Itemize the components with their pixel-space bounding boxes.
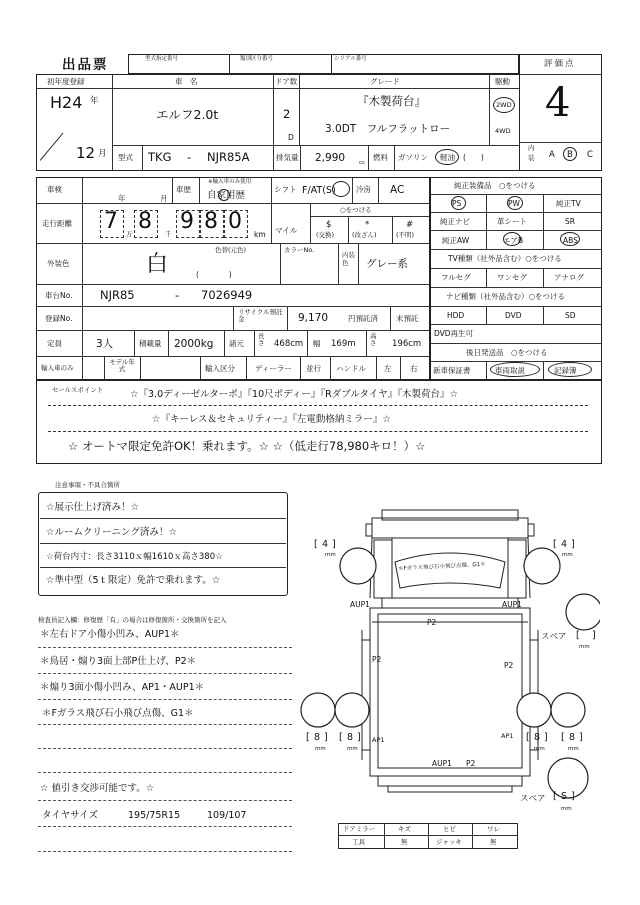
tire-fr-mm: mm — [562, 552, 573, 558]
recycle-label: リサイクル預託金 — [238, 308, 283, 324]
spare-1-label: スペア — [541, 632, 567, 642]
recycle-status: 未預託 — [396, 314, 419, 323]
legend-jack-value: 無 — [490, 838, 497, 846]
inspector-item-3: ＊煽り3面小傷小凹み、AP1・AUP1＊ — [40, 682, 205, 693]
tire-rr2-mm: mm — [568, 746, 579, 752]
tv-title: TV種類（社外品含む）○をつける — [448, 254, 562, 263]
chassis-prefix: NJR85 — [100, 288, 135, 302]
navi-sd: SD — [565, 311, 576, 320]
fuel-label: 燃料 — [373, 153, 388, 162]
later-manual: 車両取説 — [495, 366, 525, 375]
interior-grade-b: B — [567, 150, 573, 160]
tv-analog: アナログ — [554, 273, 584, 282]
equip-navi: 純正ナビ — [440, 217, 470, 226]
color-orig-paren: ( ) — [196, 270, 232, 279]
sales-points-line-3: ☆ オートマ限定免許OK！乗れます。☆ ☆（低走行78,980キロ！）☆ — [68, 439, 426, 453]
equip-tv: 純正TV — [556, 199, 581, 208]
ac-value: AC — [390, 184, 405, 196]
doors-label: ドア数 — [275, 77, 298, 86]
type-dash: - — [187, 150, 192, 164]
dmg-p2-left: P2 — [372, 655, 382, 664]
legend-header-crack: ヒビ — [443, 825, 456, 833]
tire-fr-value: 4 — [561, 539, 568, 550]
sales-points-label: セールスポイント — [52, 386, 104, 394]
reg-label: 登録No. — [45, 314, 73, 323]
mark-note: ○をつける — [340, 206, 372, 214]
unknown-mark: # — [406, 220, 414, 230]
mileage-label: 走行距離 — [42, 219, 72, 228]
grade-line-2: 3.0DT フルフラットロー — [325, 123, 451, 135]
shift-value: F/AT(S) — [302, 185, 336, 196]
score-value: 4 — [545, 80, 571, 126]
equip-abs: ABS — [563, 236, 578, 245]
note-item-1: ☆展示仕上げ済み！☆ — [46, 502, 140, 513]
import-parallel: 並行 — [306, 364, 321, 373]
mileage-digit-1: 7 — [104, 209, 118, 234]
shaken-month-unit: 月 — [160, 194, 168, 203]
first-reg-month-unit: 月 — [98, 149, 107, 159]
shift-label: シフト — [274, 185, 297, 194]
equip-leather: 革シート — [497, 217, 527, 226]
dmg-p2-top: P2 — [427, 618, 437, 627]
drive-label: 駆動 — [495, 77, 510, 86]
drive-2wd: 2WD — [496, 101, 512, 109]
spare-2-bracket-close: ] — [571, 791, 575, 802]
history-label: 車歴 — [176, 185, 191, 194]
tire-rr2-value: 8 — [569, 732, 576, 743]
legend-tools: 工具 — [352, 838, 365, 846]
mileage-km: km — [254, 230, 266, 239]
equipment-title: 純正装備品 ○をつける — [454, 181, 536, 190]
mileage-digit-2: 8 — [138, 209, 152, 234]
form-title: 出品票 — [62, 57, 109, 73]
tire-fr-bracket-close: ] — [571, 539, 575, 550]
mileage-digit-4: 8 — [204, 209, 218, 234]
dmg-ap1-left: AP1 — [372, 736, 385, 744]
shift-circle — [332, 181, 350, 197]
inspector-item-4: ＊Fガラス飛び石小飛び点傷、G1＊ — [42, 708, 194, 719]
tire-rr1-bracket-close: ] — [544, 732, 548, 743]
width-label: 幅 — [313, 339, 321, 348]
spare-2-mm: mm — [561, 806, 572, 812]
first-reg-month: 12 — [76, 144, 96, 162]
load-value: 2000kg — [174, 338, 214, 350]
type-prefix: TKG — [148, 150, 172, 164]
import-class-label: 輸入区分 — [205, 364, 235, 373]
height-label: 高さ — [370, 332, 377, 348]
legend-jack: ジャッキ — [436, 838, 462, 846]
tire-rr1-mm: mm — [534, 746, 545, 752]
color-no-label: カラーNo. — [284, 246, 315, 254]
import-dealer: ディーラー — [255, 364, 292, 373]
tire-rl1-value: 8 — [314, 732, 321, 743]
fuel-diesel: 軽油 — [440, 153, 455, 162]
chassis-dash: - — [175, 288, 180, 302]
navi-title: ナビ種類（社外品含む）○をつける — [446, 292, 566, 301]
chassis-no: 7026949 — [201, 288, 253, 302]
import-label: 輸入車のみ — [41, 364, 74, 372]
interior-grade-a: A — [549, 150, 555, 160]
color-label: 外装色 — [47, 259, 70, 268]
legend-tools-value: 無 — [401, 838, 408, 846]
tire-rr2-bracket: [ — [561, 732, 565, 743]
exchange-sub: (交換) — [316, 231, 335, 239]
drive-4wd: 4WD — [495, 127, 511, 135]
later-title: 後日発送品 ○をつける — [466, 348, 548, 357]
dmg-p2-right: P2 — [504, 661, 514, 670]
diagram-glass-note: ＊Fガラス飛び石小飛び点傷、G1＊ — [397, 561, 486, 573]
dmg-aup1-right: AUP1 — [502, 600, 522, 609]
spare-2-bracket: [ — [553, 791, 557, 802]
note-item-3: ☆荷台内寸：長さ3110ｘ幅1610ｘ高さ380☆ — [46, 552, 223, 562]
equip-aw: 純正AW — [442, 236, 470, 245]
tire-rl2-bracket: [ — [339, 732, 343, 743]
color-orig-label: 色替(元色) — [215, 246, 247, 254]
legend-header-break: ワレ — [487, 825, 500, 833]
later-records: 記録簿 — [554, 366, 577, 375]
spare-2-label: スペア — [520, 794, 546, 804]
spare-1-bracket: [ — [576, 630, 580, 641]
legend-header-scratch: キズ — [398, 825, 411, 833]
tire-fl-mm: mm — [325, 552, 336, 558]
history-note: ※輸入車のみ使用 — [208, 179, 252, 185]
katashiki-label: 型式指定番号 — [145, 56, 179, 62]
interior-grade-c: C — [587, 150, 593, 160]
tire-rl2-mm: mm — [347, 746, 358, 752]
displacement-label: 排気量 — [276, 153, 299, 162]
type-code: NJR85A — [207, 150, 250, 164]
note-item-2: ☆ルームクリーニング済み！☆ — [46, 527, 177, 538]
type-label: 型式 — [118, 153, 133, 162]
shaken-label: 車検 — [47, 185, 62, 194]
dmg-ap1-right: AP1 — [501, 732, 514, 740]
interior-color-label: 内装色 — [342, 251, 355, 267]
doors-value: 2 — [283, 107, 291, 121]
tire-fr-bracket: [ — [553, 539, 557, 550]
handle-right: 右 — [410, 364, 418, 373]
tire-rl1-bracket: [ — [306, 732, 310, 743]
tv-fullseg: フルセグ — [441, 273, 471, 282]
fuel-paren: ( ) — [463, 153, 484, 162]
mile-label: マイル — [275, 226, 298, 235]
inspector-label: 検査員記入欄：修復歴「有」の場合は修復箇所・交換箇所を記入 — [38, 616, 227, 624]
handle-left: 左 — [384, 364, 392, 373]
length-label: 長さ — [258, 332, 265, 348]
tire-rr2-bracket-close: ] — [579, 732, 583, 743]
height-value: 196cm — [392, 339, 422, 349]
tire-rl2-bracket-close: ] — [357, 732, 361, 743]
interior-label-2: 装 — [528, 154, 535, 162]
inspector-item-2: ＊鳥居・煽り3面上部P仕上げ、P2＊ — [40, 656, 197, 667]
first-reg-label: 初年度登録 — [47, 77, 85, 86]
car-name-value: エルフ2.0t — [156, 107, 219, 122]
inspector-item-1: ＊左右ドア小傷小凹み、AUP1＊ — [40, 629, 180, 640]
equip-sr: SR — [565, 217, 575, 226]
displacement-cc: cc — [359, 160, 366, 166]
width-value: 169m — [331, 339, 356, 349]
equip-ps: PS — [452, 199, 462, 208]
equip-pw: PW — [508, 199, 520, 208]
tamper-mark: * — [365, 220, 370, 230]
interior-color-value: グレー系 — [366, 258, 408, 270]
tire-fl-bracket-close: ] — [332, 539, 336, 550]
grade-line-1: 『木製荷台』 — [357, 94, 426, 108]
first-reg-era: H24 — [50, 93, 83, 112]
tire-size: 195/75R15 — [128, 810, 181, 821]
car-name-label: 車 名 — [175, 77, 198, 86]
mileage-digit-5: 0 — [228, 209, 242, 234]
fuel-gas: ガソリン — [398, 153, 428, 162]
shaken-year-unit: 年 — [118, 194, 126, 203]
dmg-aup1-bottom: AUP1 — [432, 759, 452, 768]
mileage-sen: 千 — [165, 230, 172, 238]
score-label: 評価点 — [544, 59, 576, 69]
later-warranty: 新車保証書 — [433, 366, 471, 375]
handle-label: ハンドル — [336, 364, 366, 373]
dmg-aup1-left: AUP1 — [350, 600, 370, 609]
navi-hdd: HDD — [447, 311, 465, 320]
mileage-digit-3: 9 — [180, 209, 194, 234]
sales-points-line-1: ☆『3.0ディーゼルターボ』『10尺ボディー』『Rダブルタイヤ』『木製荷台』☆ — [130, 389, 459, 400]
tire-rr1-value: 8 — [534, 732, 541, 743]
dvd-playback: DVD再生可 — [434, 329, 474, 338]
recycle-amount: 9,170 — [298, 312, 329, 324]
tire-rl1-bracket-close: ] — [324, 732, 328, 743]
spare-1-mm: mm — [579, 644, 590, 650]
chassis-label: 車台No. — [45, 291, 73, 300]
katashiki-box — [128, 54, 232, 74]
history-value: 自家用歴 — [207, 190, 246, 201]
tire-rr1-bracket: [ — [526, 732, 530, 743]
color-value: 白 — [146, 252, 169, 277]
first-reg-year-unit: 年 — [90, 96, 99, 106]
recycle-unit: 円預託済 — [348, 314, 378, 323]
ruibetsu-label: 類別区分番号 — [240, 56, 274, 62]
notes-label: 注意事項・不具合箇所 — [55, 481, 120, 489]
sales-points-line-2: ☆『キーレス＆セキュリティー』『左電動格納ミラー』☆ — [152, 414, 391, 425]
length-value: 468cm — [274, 339, 304, 349]
tire-rl2-value: 8 — [347, 732, 354, 743]
mileage-man: 万 — [126, 230, 133, 238]
capacity-label: 定員 — [47, 339, 62, 348]
tire-label: タイヤサイズ — [42, 810, 99, 821]
exchange-mark: $ — [326, 220, 332, 230]
tire-fl-value: 4 — [322, 539, 329, 550]
legend-header-mirror: ドアミラー — [343, 825, 376, 833]
tamper-sub: (改ざん) — [352, 231, 377, 239]
displacement-value: 2,990 — [315, 152, 346, 164]
doors-d: D — [288, 133, 294, 142]
spare-2-value: S — [561, 791, 568, 802]
model-year-label: モデル年式 — [109, 358, 135, 374]
equip-airbag: エアB — [503, 236, 524, 245]
ac-label: 冷房 — [356, 185, 371, 194]
tire-rl1-mm: mm — [315, 746, 326, 752]
tire-load: 109/107 — [207, 810, 247, 821]
spare-1-bracket-close: ] — [592, 630, 596, 641]
tv-oneseg: ワンセグ — [497, 273, 527, 282]
capacity-value: 3人 — [96, 338, 114, 350]
history-circle — [218, 189, 230, 201]
note-item-4: ☆準中型（5ｔ限定）免許で乗れます。☆ — [46, 575, 221, 586]
dmg-p2-bottom: P2 — [466, 759, 476, 768]
serial-label: シリアル番号 — [334, 56, 367, 62]
dims-label: 諸元 — [229, 339, 244, 348]
load-label: 積載量 — [139, 339, 162, 348]
interior-label-1: 内 — [528, 144, 535, 152]
navi-dvd: DVD — [505, 311, 522, 320]
grade-label: グレード — [370, 77, 400, 86]
tire-fl-bracket: [ — [314, 539, 318, 550]
nego-note: ☆ 値引き交渉可能です。☆ — [40, 783, 155, 794]
unknown-sub: (不明) — [396, 231, 415, 239]
